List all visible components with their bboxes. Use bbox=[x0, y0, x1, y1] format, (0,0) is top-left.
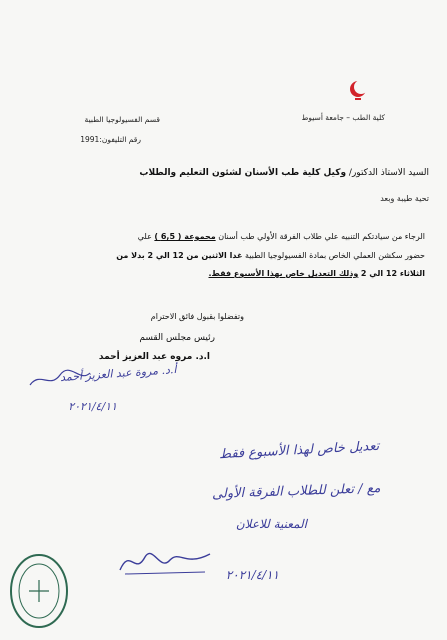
signatory-title: رئيس مجلس القسم bbox=[139, 333, 215, 343]
crescent-logo-icon bbox=[347, 78, 369, 104]
handwritten-note-2: مع / تعلن للطلاب الفرقة الأولى bbox=[212, 481, 382, 502]
handwritten-note-3: المعنية للاعلان bbox=[235, 517, 307, 531]
handwritten-date-2: ٢٠٢١/٤/١١ bbox=[225, 568, 279, 582]
body-line-3-bold: الثلاثاء 12 الي 2 bbox=[360, 269, 425, 278]
handwritten-date-1: ٢٠٢١/٤/١١ bbox=[68, 400, 117, 413]
addressee-title: وكيل كلية طب الأسنان لشئون التعليم والطلاب bbox=[139, 168, 347, 178]
university-stamp-icon bbox=[5, 552, 69, 630]
signature-scribble-2 bbox=[115, 542, 215, 578]
closing-line: وتفضلوا بقبول فائق الاحترام bbox=[150, 312, 244, 321]
handwritten-name: أ.د. مروة عبد العزيز أحمد bbox=[60, 362, 178, 385]
addressee bbox=[139, 168, 429, 178]
addressee-prefix: السيد الاستاذ الدكتور/ bbox=[348, 168, 429, 178]
body-line-2 bbox=[116, 251, 425, 260]
group-number: مجموعة ( 6,5 ) bbox=[154, 232, 216, 241]
body-line-2-bold: غدا الاثنين من 12 الي 2 بدلا من bbox=[116, 251, 243, 260]
body-line-3 bbox=[209, 269, 426, 278]
phone-number: رقم التليفون:1991 bbox=[80, 135, 141, 144]
signatory-name: ا.د. مروه عبد العزيز أحمد bbox=[98, 352, 210, 362]
body-line-1 bbox=[138, 232, 425, 241]
faculty-name: كلية الطب – جامعة أسيوط bbox=[301, 113, 385, 122]
body-line-1-b: علي bbox=[137, 232, 152, 241]
greeting: تحية طيبة وبعد bbox=[380, 194, 429, 203]
body-line-1-a: الرجاء من سيادتكم التنبيه علي طلاب الفرقة الأولي طب أسنان bbox=[218, 232, 425, 241]
body-line-2-a: حضور سكشن العملي الخاص بمادة الفسيولوجيا الطبية bbox=[244, 251, 425, 260]
signature-scribble-1 bbox=[20, 363, 170, 393]
handwritten-note-1: تعديل خاص لهذا الأسبوع فقط bbox=[218, 438, 380, 463]
department-name: قسم الفسيولوجيا الطبية bbox=[84, 115, 160, 124]
body-line-3-underlined: وذلك التعديل خاص بهذا الأسبوع فقط. bbox=[208, 269, 359, 278]
